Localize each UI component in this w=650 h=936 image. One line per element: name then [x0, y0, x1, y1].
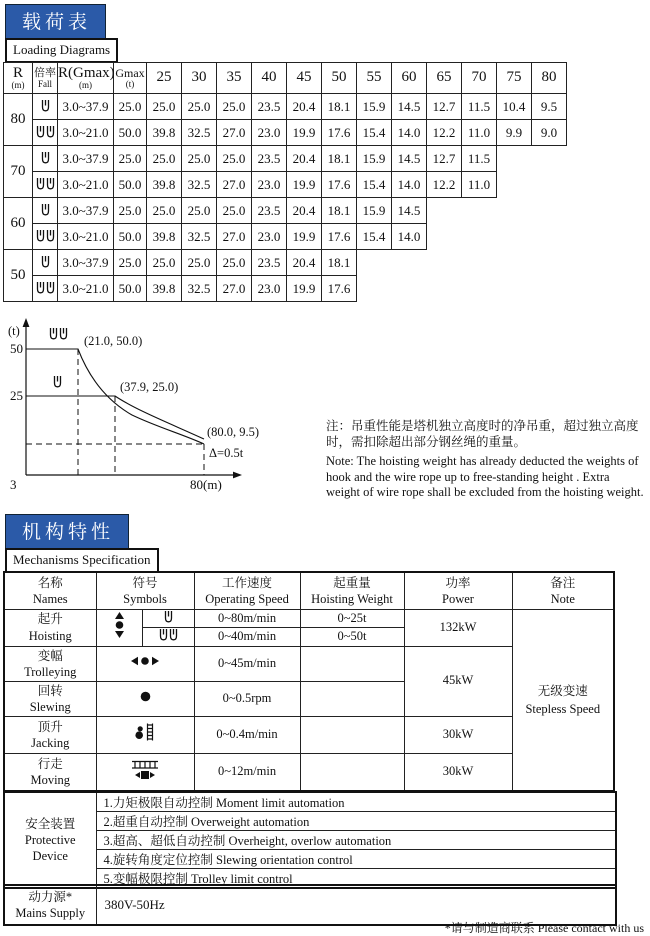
trolley-slew-power: 45kW	[404, 646, 512, 716]
safety-item: 2.超重自动控制 Overweight automation	[96, 812, 616, 831]
empty-cell	[427, 198, 462, 224]
hoisting-label: 起升 Hoisting	[4, 609, 96, 646]
empty-cell	[532, 198, 567, 224]
single-fall-hook-icon	[33, 250, 58, 276]
single-fall-hook-icon	[33, 198, 58, 224]
hoisting-note-zh: 注：吊重性能是塔机独立高度时的净吊重，超过独立高度时，需扣除超出部分钢丝绳的重量。	[326, 419, 639, 449]
empty-cell	[462, 224, 497, 250]
load-value-cell: 39.8	[147, 276, 182, 302]
hoisting-speed-double: 0~40m/min	[194, 628, 300, 647]
loading-diagrams-title-en: Loading Diagrams	[5, 38, 118, 63]
hoisting-note-en: Note: The hoisting weight has already deducted the weights of hook and the wire rope up to free-standing height . Extra weight of wire rope shall be excluded from the hoisting weight.	[326, 454, 644, 499]
empty-cell	[532, 276, 567, 302]
double-fall-hook-icon	[33, 276, 58, 302]
hoisting-updown-arrow-icon	[96, 609, 142, 646]
mains-supply-value: 380V-50Hz	[96, 885, 616, 925]
load-value-cell: 32.5	[182, 172, 217, 198]
safety-row	[4, 850, 616, 869]
header-radius-25: 25	[147, 63, 182, 94]
header-radius-65: 65	[427, 63, 462, 94]
annotation-two-fall-point: (21.0, 50.0)	[84, 334, 143, 348]
empty-cell	[497, 198, 532, 224]
loading-table	[3, 62, 567, 302]
xtick-3: 3	[10, 477, 17, 492]
load-value-cell: 25.0	[217, 198, 252, 224]
load-value-cell: 15.4	[357, 224, 392, 250]
double-fall-hook-icon	[33, 172, 58, 198]
load-value-cell: 39.8	[147, 172, 182, 198]
empty-cell	[462, 250, 497, 276]
load-value-cell: 25.0	[182, 94, 217, 120]
empty-cell	[357, 276, 392, 302]
empty-cell	[497, 172, 532, 198]
empty-cell	[427, 250, 462, 276]
load-value-cell: 18.1	[322, 250, 357, 276]
load-value-cell: 15.4	[357, 172, 392, 198]
safety-item: 3.超高、超低自动控制 Overheight, overlow automation	[96, 831, 616, 850]
load-value-cell: 12.2	[427, 120, 462, 146]
header-hoisting-weight: 起重量 Hoisting Weight	[300, 572, 404, 609]
header-radius-50: 50	[322, 63, 357, 94]
header-radius-70: 70	[462, 63, 497, 94]
header-radius-45: 45	[287, 63, 322, 94]
header-radius-80: 80	[532, 63, 567, 94]
safety-item: 5.变幅极限控制 Trolley limit control	[96, 869, 616, 889]
load-value-cell: 23.5	[252, 250, 287, 276]
single-fall-hook-icon	[55, 376, 61, 387]
load-value-cell: 18.1	[322, 198, 357, 224]
load-value-cell: 25.0	[182, 146, 217, 172]
annotation-end-point: (80.0, 9.5)	[207, 425, 260, 439]
load-value-cell: 20.4	[287, 146, 322, 172]
load-value-cell: 27.0	[217, 120, 252, 146]
empty-cell	[532, 250, 567, 276]
header-symbols: 符号 Symbols	[96, 572, 194, 609]
load-value-cell: 27.0	[217, 172, 252, 198]
mechanisms-title	[5, 514, 159, 573]
rgmax-range-cell: 3.0~37.9	[58, 198, 114, 224]
single-fall-hook-icon	[142, 609, 194, 628]
header-radius-40: 40	[252, 63, 287, 94]
load-value-cell: 32.5	[182, 224, 217, 250]
load-value-cell: 23.5	[252, 94, 287, 120]
gmax-cell: 25.0	[114, 146, 147, 172]
footer-contact-note: *请与制造商联系 Please contact with us	[444, 921, 644, 935]
radius-cell-80: 80	[4, 94, 33, 146]
jacking-icon	[96, 716, 194, 753]
header-radius-30: 30	[182, 63, 217, 94]
gmax-cell: 25.0	[114, 94, 147, 120]
annotation-delta: Δ=0.5t	[209, 446, 244, 460]
load-value-cell: 39.8	[147, 120, 182, 146]
loading-table-body	[4, 63, 567, 302]
safety-row	[4, 831, 616, 850]
load-value-cell: 17.6	[322, 172, 357, 198]
load-value-cell: 14.0	[392, 224, 427, 250]
empty-cell	[392, 250, 427, 276]
load-value-cell: 27.0	[217, 224, 252, 250]
rgmax-range-cell: 3.0~37.9	[58, 250, 114, 276]
loading-diagrams-title	[5, 4, 118, 63]
load-value-cell: 10.4	[497, 94, 532, 120]
load-value-cell: 23.0	[252, 276, 287, 302]
header-radius-60: 60	[392, 63, 427, 94]
load-value-cell: 25.0	[217, 94, 252, 120]
load-value-cell: 12.7	[427, 94, 462, 120]
load-value-cell: 23.0	[252, 120, 287, 146]
header-radius-75: 75	[497, 63, 532, 94]
protective-device-label: 安全装置 Protective Device	[4, 792, 96, 888]
gmax-cell: 50.0	[114, 276, 147, 302]
moving-speed: 0~12m/min	[194, 753, 300, 791]
empty-cell	[427, 276, 462, 302]
radius-cell-50: 50	[4, 250, 33, 302]
trolleying-label: 变幅 Trolleying	[4, 646, 96, 681]
load-value-cell: 20.4	[287, 94, 322, 120]
load-value-cell: 19.9	[287, 172, 322, 198]
load-value-cell: 15.9	[357, 146, 392, 172]
load-value-cell: 19.9	[287, 120, 322, 146]
mech-header-row	[4, 572, 614, 609]
safety-table-body	[4, 792, 616, 888]
header-radius-35: 35	[217, 63, 252, 94]
load-value-cell: 25.0	[147, 146, 182, 172]
load-curve-chart	[4, 315, 316, 499]
load-value-cell: 25.0	[147, 198, 182, 224]
header-power: 功率 Power	[404, 572, 512, 609]
double-fall-hook-icon	[142, 628, 194, 647]
load-value-cell: 14.5	[392, 198, 427, 224]
empty-cell	[357, 250, 392, 276]
hoisting-weight-single: 0~25t	[300, 609, 404, 628]
load-value-cell: 14.5	[392, 94, 427, 120]
load-value-cell: 12.7	[427, 146, 462, 172]
moving-rail-icon	[96, 753, 194, 791]
empty-cell	[497, 224, 532, 250]
hoisting-row-single	[4, 609, 614, 628]
loading-table-row	[4, 198, 567, 224]
load-value-cell: 32.5	[182, 120, 217, 146]
load-value-cell: 11.0	[462, 120, 497, 146]
double-fall-hook-icon	[33, 120, 58, 146]
load-value-cell: 25.0	[182, 198, 217, 224]
rgmax-range-cell: 3.0~37.9	[58, 146, 114, 172]
load-value-cell: 15.4	[357, 120, 392, 146]
gmax-cell: 25.0	[114, 250, 147, 276]
loading-table-header-row	[4, 63, 567, 94]
slewing-circle-icon	[96, 681, 194, 716]
loading-diagrams-title-zh: 载荷表	[5, 4, 106, 39]
load-value-cell: 9.0	[532, 120, 567, 146]
load-value-cell: 11.5	[462, 146, 497, 172]
mechanisms-title-en: Mechanisms Specification	[5, 548, 159, 573]
load-value-cell: 25.0	[217, 250, 252, 276]
safety-item: 4.旋转角度定位控制 Slewing orientation control	[96, 850, 616, 869]
empty-cell	[427, 224, 462, 250]
y-axis-unit-label: (t)	[8, 324, 20, 338]
load-value-cell: 23.0	[252, 224, 287, 250]
mains-supply-label: 动力源* Mains Supply	[4, 885, 96, 925]
load-value-cell: 39.8	[147, 224, 182, 250]
loading-table-row	[4, 120, 567, 146]
load-value-cell: 15.9	[357, 94, 392, 120]
load-value-cell: 17.6	[322, 224, 357, 250]
rgmax-range-cell: 3.0~21.0	[58, 120, 114, 146]
load-value-cell: 18.1	[322, 94, 357, 120]
load-value-cell: 11.5	[462, 94, 497, 120]
rgmax-range-cell: 3.0~21.0	[58, 172, 114, 198]
empty-cell	[532, 172, 567, 198]
moving-label: 行走 Moving	[4, 753, 96, 791]
loading-table-row	[4, 276, 567, 302]
load-value-cell: 19.9	[287, 276, 322, 302]
hoisting-note	[326, 419, 646, 501]
load-value-cell: 19.9	[287, 224, 322, 250]
load-value-cell: 14.5	[392, 146, 427, 172]
xtick-80: 80(m)	[190, 477, 222, 492]
annotation-one-fall-point: (37.9, 25.0)	[120, 380, 179, 394]
loading-table-row	[4, 224, 567, 250]
double-fall-hook-icon	[33, 224, 58, 250]
rgmax-range-cell: 3.0~21.0	[58, 276, 114, 302]
header-radius: R (m)	[4, 63, 33, 94]
load-value-cell: 20.4	[287, 250, 322, 276]
trolleying-weight	[300, 646, 404, 681]
moving-power: 30kW	[404, 753, 512, 791]
ytick-25: 25	[10, 388, 23, 403]
slewing-label: 回转 Slewing	[4, 681, 96, 716]
empty-cell	[497, 146, 532, 172]
mechanisms-title-zh: 机构特性	[5, 514, 129, 549]
jacking-weight	[300, 716, 404, 753]
y-axis-arrow-icon	[23, 318, 30, 327]
loading-table-row	[4, 94, 567, 120]
load-value-cell: 25.0	[182, 250, 217, 276]
load-value-cell: 17.6	[322, 120, 357, 146]
header-radius-55: 55	[357, 63, 392, 94]
loading-table-row	[4, 250, 567, 276]
header-operating-speed: 工作速度 Operating Speed	[194, 572, 300, 609]
load-value-cell: 9.9	[497, 120, 532, 146]
stepless-speed-note: 无级变速 Stepless Speed	[512, 609, 614, 791]
single-fall-hook-icon	[33, 146, 58, 172]
load-value-cell: 23.5	[252, 146, 287, 172]
rgmax-range-cell: 3.0~37.9	[58, 94, 114, 120]
load-value-cell: 14.0	[392, 172, 427, 198]
safety-table	[3, 791, 617, 889]
gmax-cell: 50.0	[114, 120, 147, 146]
mechanisms-table	[3, 571, 615, 792]
loading-table-row	[4, 146, 567, 172]
x-axis-arrow-icon	[233, 472, 242, 479]
jacking-power: 30kW	[404, 716, 512, 753]
loading-table-row	[4, 172, 567, 198]
jacking-speed: 0~0.4m/min	[194, 716, 300, 753]
trolleying-arrow-icon	[96, 646, 194, 681]
load-value-cell: 18.1	[322, 146, 357, 172]
header-rgmax: R(Gmax) (m)	[58, 63, 114, 94]
header-gmax: Gmax (t)	[114, 63, 147, 94]
empty-cell	[462, 198, 497, 224]
slewing-speed: 0~0.5rpm	[194, 681, 300, 716]
safety-row	[4, 812, 616, 831]
gmax-cell: 25.0	[114, 198, 147, 224]
load-value-cell: 27.0	[217, 276, 252, 302]
trolleying-speed: 0~45m/min	[194, 646, 300, 681]
load-value-cell: 9.5	[532, 94, 567, 120]
double-fall-hook-icon	[51, 328, 67, 339]
hoisting-speed-single: 0~80m/min	[194, 609, 300, 628]
gmax-cell: 50.0	[114, 224, 147, 250]
hoisting-weight-double: 0~50t	[300, 628, 404, 647]
header-fall: 倍率 Fall	[33, 63, 58, 94]
load-value-cell: 11.0	[462, 172, 497, 198]
load-value-cell: 23.0	[252, 172, 287, 198]
header-note: 备注 Note	[512, 572, 614, 609]
empty-cell	[392, 276, 427, 302]
load-value-cell: 25.0	[147, 94, 182, 120]
empty-cell	[497, 250, 532, 276]
load-value-cell: 32.5	[182, 276, 217, 302]
empty-cell	[462, 276, 497, 302]
load-value-cell: 15.9	[357, 198, 392, 224]
load-value-cell: 20.4	[287, 198, 322, 224]
load-value-cell: 14.0	[392, 120, 427, 146]
empty-cell	[497, 276, 532, 302]
load-value-cell: 25.0	[217, 146, 252, 172]
hoisting-power: 132kW	[404, 609, 512, 646]
load-value-cell: 23.5	[252, 198, 287, 224]
jacking-label: 顶升 Jacking	[4, 716, 96, 753]
radius-cell-70: 70	[4, 146, 33, 198]
rgmax-range-cell: 3.0~21.0	[58, 224, 114, 250]
gmax-cell: 50.0	[114, 172, 147, 198]
slewing-weight	[300, 681, 404, 716]
load-value-cell: 25.0	[147, 250, 182, 276]
safety-item: 1.力矩极限自动控制 Moment limit automation	[96, 792, 616, 812]
radius-cell-60: 60	[4, 198, 33, 250]
moving-weight	[300, 753, 404, 791]
single-fall-hook-icon	[33, 94, 58, 120]
safety-row	[4, 792, 616, 812]
load-value-cell: 12.2	[427, 172, 462, 198]
empty-cell	[532, 224, 567, 250]
ytick-50: 50	[10, 341, 23, 356]
load-value-cell: 17.6	[322, 276, 357, 302]
empty-cell	[532, 146, 567, 172]
header-names: 名称 Names	[4, 572, 96, 609]
